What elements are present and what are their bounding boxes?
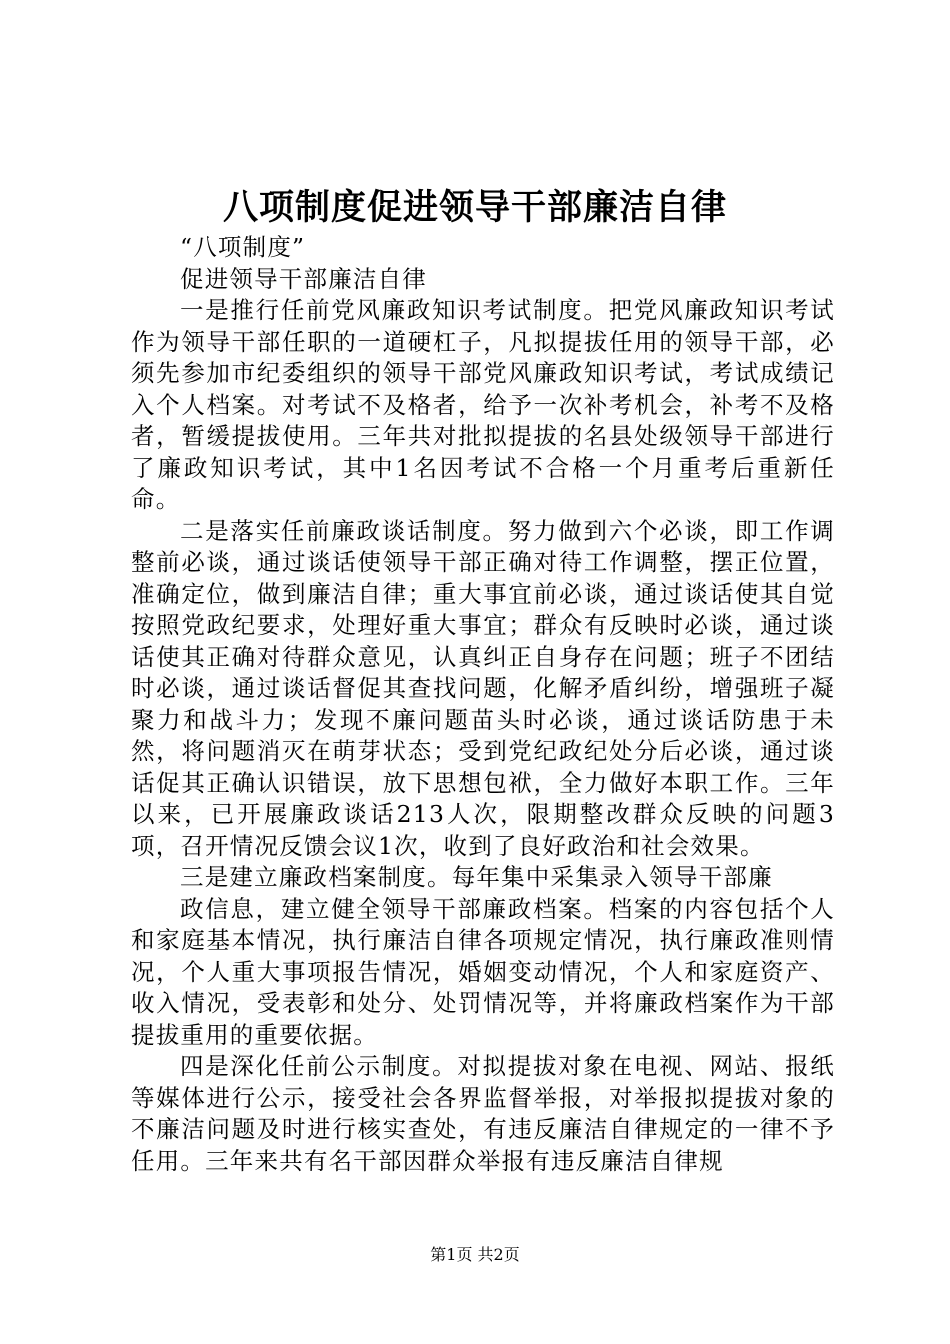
paragraph: “八项制度”	[180, 233, 306, 261]
paragraph: 政信息，建立健全领导干部廉政档案。档案的内容包括个人和家庭基本情况，执行廉洁自律各项规定情况，执行廉政准则情况，个人重大事项报告情况，婚姻变动情况，个人和家庭资产、收入情况，受表彰和处分、处罚情况等，并将廉政档案作为干部提拔重用的重要依据。	[131, 894, 835, 1049]
document-body	[131, 232, 835, 1177]
document-title: 八项制度促进领导干部廉洁自律	[222, 187, 727, 228]
paragraph: 四是深化任前公示制度。对拟提拔对象在电视、网站、报纸等媒体进行公示，接受社会各界监督举报，对举报拟提拔对象的不廉洁问题及时进行核实查处，有违反廉洁自律规定的一律不予任用。三年来共有名干部因群众举报有违反廉洁自律规	[131, 1052, 835, 1175]
paragraph: 二是落实任前廉政谈话制度。努力做到六个必谈，即工作调整前必谈，通过谈话使领导干部正确对待工作调整，摆正位置，准确定位，做到廉洁自律；重大事宜前必谈，通过谈话使其自觉按照党政纪要求，处理好重大事宜；群众有反映时必谈，通过谈话使其正确对待群众意见，认真纠正自身存在问题；班子不团结时必谈，通过谈话督促其查找问题，化解矛盾纠纷，增强班子凝聚力和战斗力；发现不廉问题苗头时必谈，通过谈话防患于未然，将问题消灭在萌芽状态；受到党纪政纪处分后必谈，通过谈话促其正确认识错误，放下思想包袱，全力做好本职工作。三年以来，已开展廉政谈话213人次，限期整改群众反映的问题3项，召开情况反馈会议1次，收到了良好政治和社会效果。	[131, 516, 835, 860]
paragraph: 一是推行任前党风廉政知识考试制度。把党风廉政知识考试作为领导干部任职的一道硬杠子，凡拟提拔任用的领导干部，必须先参加市纪委组织的领导干部党风廉政知识考试，考试成绩记入个人档案。对考试不及格者，给予一次补考机会，补考不及格者，暂缓提拔使用。三年共对批拟提拔的名县处级领导干部进行了廉政知识考试，其中1名因考试不合格一个月重考后重新任命。	[131, 296, 835, 513]
paragraph: 促进领导干部廉洁自律	[180, 264, 427, 293]
paragraph: 三是建立廉政档案制度。每年集中采集录入领导干部廉	[180, 863, 773, 891]
page-number-footer: 第1页 共2页	[430, 1245, 520, 1264]
